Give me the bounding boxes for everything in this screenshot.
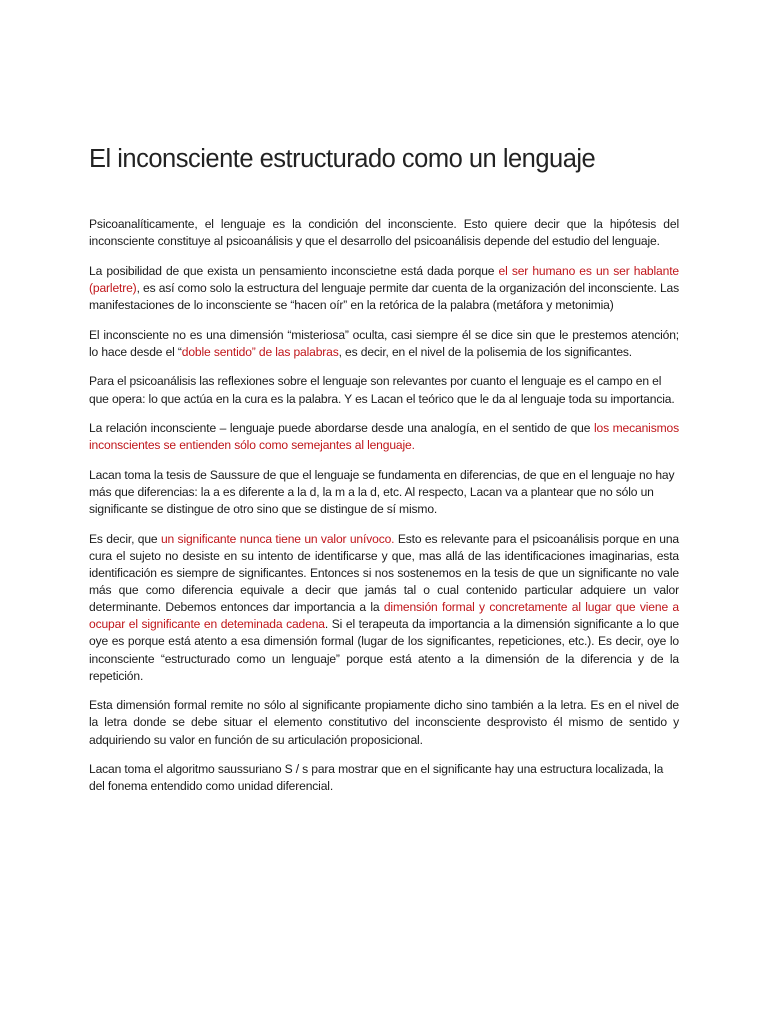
highlighted-text: dimensión formal y concretamente al lugar que viene a ocupar el significante en deteminada cadena (89, 600, 679, 632)
paragraph-text: , es así como solo la estructura del lenguaje permite dar cuenta de la organización del inconsciente. Las manifestaciones de lo inconsciente se “hacen oír” en la retórica de la palabra (metáfora y metonimia) (89, 280, 679, 312)
paragraph (89, 327, 679, 361)
page-title: El inconsciente estructurado como un lenguaje (89, 145, 596, 173)
highlighted-text: doble sentido” de las palabras (181, 344, 339, 359)
highlighted-text: los mecanismos inconscientes se entienden sólo como semejantes al lenguaje. (89, 421, 679, 453)
paragraph-text: Es decir, que (89, 531, 161, 546)
paragraph (89, 467, 679, 518)
paragraph-text: Para el psicoanálisis las reflexiones sobre el lenguaje son relevantes por cuanto el lenguaje es el campo en el que opera: lo que actúa en la cura es la palabra. Y es Lacan el teórico que le da al lenguaje toda su importancia. (89, 374, 675, 406)
highlighted-text: el ser humano es un ser hablante (parletre) (89, 263, 679, 295)
paragraph-text: Psicoanalíticamente, el lenguaje es la condición del inconsciente. Esto quiere decir que la hipótesis del inconsciente constituye al psicoanálisis y que el desarrollo del psicoanálisis depende del estudio del lenguaje. (89, 217, 679, 249)
paragraph-text: El inconsciente no es una dimensión “misteriosa” oculta, casi siempre él se dice sin que le prestemos atención; lo hace desde el “ (89, 327, 679, 359)
paragraph (89, 697, 679, 748)
paragraph (89, 373, 679, 407)
paragraph (89, 263, 679, 314)
paragraph-text: La relación inconsciente – lenguaje puede abordarse desde una analogía, en el sentido de que (89, 421, 594, 436)
document-body (89, 216, 679, 808)
paragraph-text: La posibilidad de que exista un pensamiento inconscietne está dada porque (89, 263, 499, 278)
paragraph (89, 420, 679, 454)
highlighted-text: un significante nunca tiene un valor unívoco. (160, 531, 395, 546)
paragraph (89, 761, 679, 795)
paragraph-text: Lacan toma el algoritmo saussuriano S / s para mostrar que en el significante hay una estructura localizada, la del fonema entendido como unidad diferencial. (89, 762, 664, 794)
paragraph (89, 216, 679, 250)
paragraph-text: . Si el terapeuta da importancia a la dimensión significante a lo que oye es porque está atento a esa dimensión formal (lugar de los significantes, repeticiones, etc.). Es decir, oye lo inconsciente “estructurado como un lenguaje” porque está atento a la dimensión de la diferencia y de la repetición. (89, 617, 680, 683)
paragraph-text: , es decir, en el nivel de la polisemia de los significantes. (338, 344, 632, 359)
paragraph-text: Lacan toma la tesis de Saussure de que el lenguaje se fundamenta en diferencias, de que en el lenguaje no hay más que diferencias: la a es diferente a la d, la m a la d, etc. Al respecto, Lacan va a plantear que no sólo un significante se distingue de otro sino que se distingue de sí mismo. (89, 468, 675, 517)
paragraph (89, 531, 679, 685)
paragraph-text: Esto es relevante para el psicoanálisis porque en una cura el sujeto no desiste en su intento de identificarse y que, mas allá de las identificaciones imaginarias, esta identificación es siempre de significantes. Entonces si nos sostenemos en la tesis de que un significante no vale más que como diferencia equivale a decir que jamás tal o cual contenido particular adquiere un valor determinante. Debemos entonces dar importancia a la (89, 531, 679, 615)
paragraph-text: Esta dimensión formal remite no sólo al significante propiamente dicho sino también a la letra. Es en el nivel de la letra donde se debe situar el elemento constitutivo del inconsciente desprovisto él mismo de sentido y adquiriendo su valor en función de su articulación proposicional. (89, 698, 679, 747)
